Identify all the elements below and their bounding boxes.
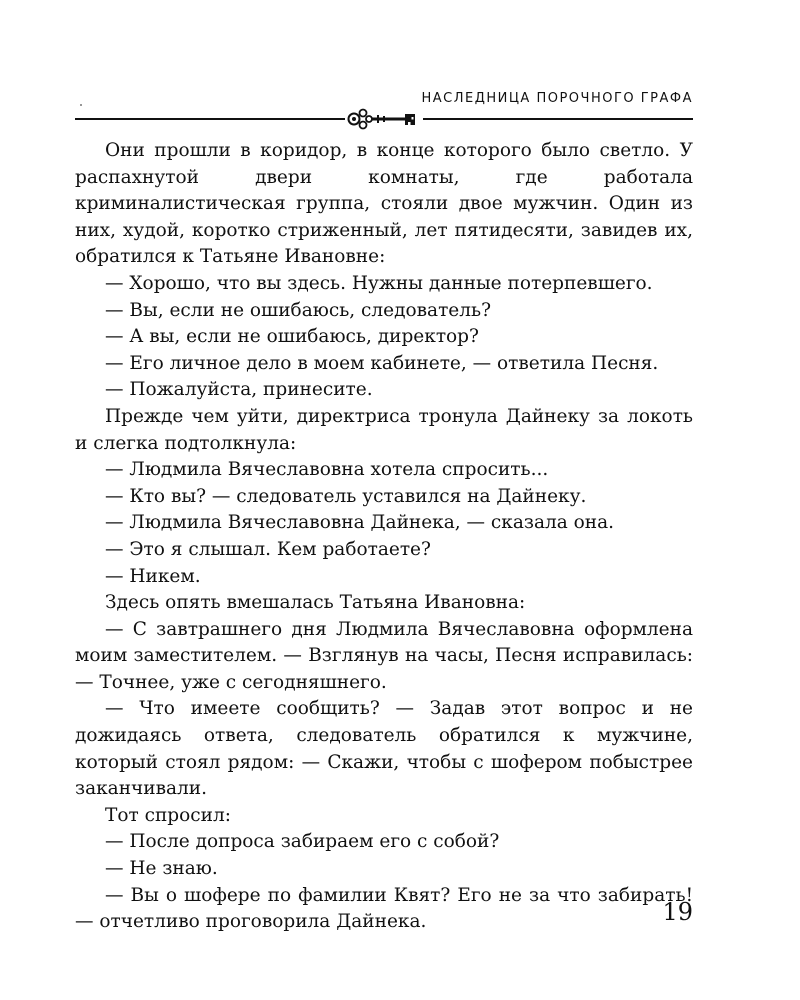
- paragraph: — Вы о шофере по фамилии Квят? Его не за что забирать! — отчетливо проговорила Дайнека.: [75, 884, 693, 933]
- paragraph: — После допроса забираем его с собой?: [105, 831, 500, 853]
- paragraph: — С завтрашнего дня Людмила Вячеславовна оформлена моим заместителем. — Взглянув на часы, Песня исправилась: — Точнее, уже с сегодняшнего.: [75, 618, 693, 693]
- header-dot: [80, 104, 82, 106]
- paragraph: — Не знаю.: [105, 858, 218, 880]
- paragraph: Здесь опять вмешалась Татьяна Ивановна:: [105, 592, 526, 614]
- running-title: НАСЛЕДНИЦА ПОРОЧНОГО ГРАФА: [421, 91, 693, 106]
- paragraph: — Никем.: [105, 565, 201, 587]
- paragraph: — Пожалуйста, принесите.: [105, 379, 373, 401]
- paragraph: — Его личное дело в моем кабинете, — ответила Песня.: [105, 352, 659, 374]
- paragraph: — Это я слышал. Кем работаете?: [105, 538, 431, 560]
- paragraph: Они прошли в коридор, в конце которого было светло. У распахнутой двери комнаты, где работала криминалистическая группа, стояли двое мужчин. Один из них, худой, коротко стриженный, лет пятидесяти, завидев их, обратился к Татьяне Ивановне:: [75, 140, 693, 268]
- paragraph: — Людмила Вячеславовна хотела спросить...: [105, 459, 549, 481]
- paragraph: — Хорошо, что вы здесь. Нужны данные потерпевшего.: [105, 272, 653, 294]
- paragraph: Тот спросил:: [105, 804, 231, 826]
- paragraph: — Что имеете сообщить? — Задав этот вопрос и не дожидаясь ответа, следователь обратился к мужчине, который стоял рядом: — Скажи, чтобы с шофером побыстрее заканчивали.: [75, 698, 693, 800]
- body-text: [75, 138, 693, 936]
- page-number: 19: [662, 898, 693, 926]
- paragraph: — Людмила Вячеславовна Дайнека, — сказала она.: [105, 512, 615, 534]
- key-icon: [345, 106, 423, 132]
- paragraph: — Кто вы? — следователь уставился на Дайнеку.: [105, 485, 587, 507]
- paragraph: Прежде чем уйти, директриса тронула Дайнеку за локоть и слегка подтолкнула:: [75, 405, 693, 454]
- paragraph: — Вы, если не ошибаюсь, следователь?: [105, 299, 491, 321]
- paragraph: — А вы, если не ошибаюсь, директор?: [105, 326, 479, 348]
